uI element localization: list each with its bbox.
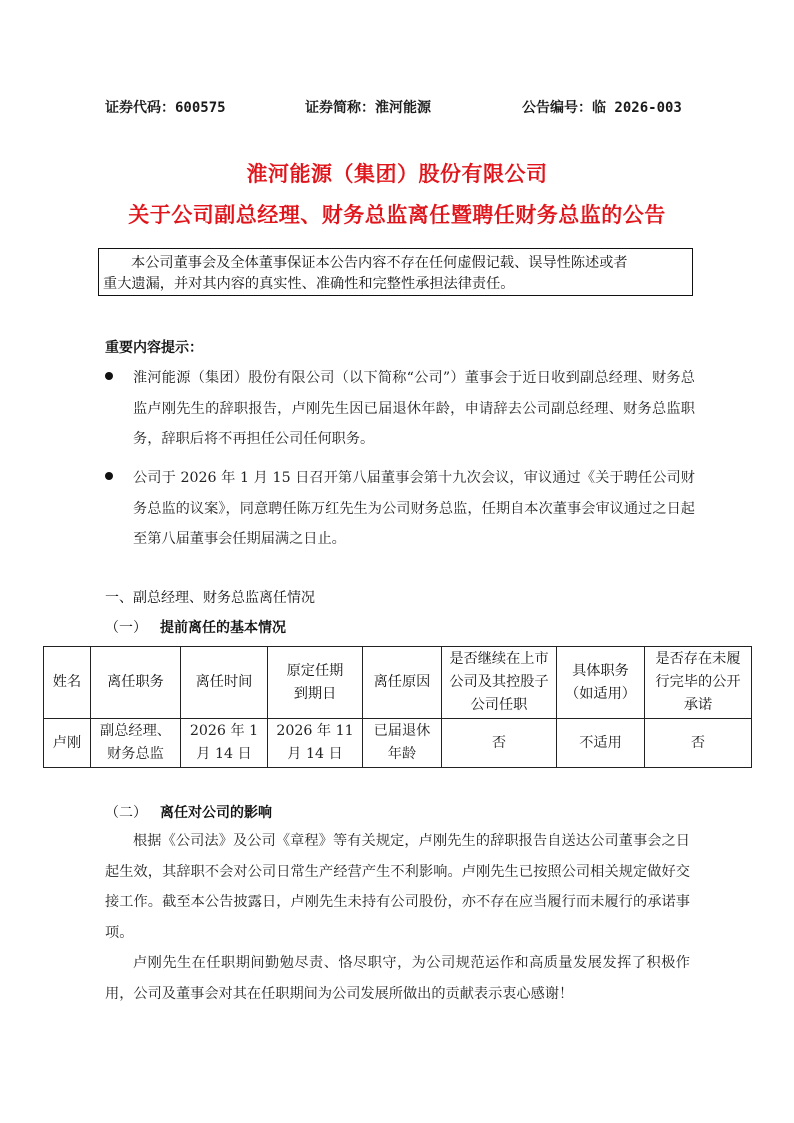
subsection-number: （一）: [105, 620, 147, 636]
subsection-number: （二）: [105, 805, 147, 821]
header-original-term-end: 原定任期到期日: [268, 647, 363, 719]
cell-departure-date: 2026 年 1 月 14 日: [181, 719, 268, 768]
cell-reason: 已届退休年龄: [363, 719, 442, 768]
security-abbr-value: 淮河能源: [375, 100, 431, 116]
header-name: 姓名: [44, 647, 91, 719]
cell-continue-service: 否: [442, 719, 557, 768]
security-abbr: [305, 97, 431, 117]
bullet-icon: [105, 372, 113, 380]
highlight-item: [105, 463, 695, 555]
bullet-icon: [105, 472, 113, 480]
highlight-text: 公司于 2026 年 1 月 15 日召开第八届董事会第十九次会议，审议通过《关于聘任公司财务总监的议案》，同意聘任陈万红先生为公司财务总监，任期自本次董事会审议通过之日起至第八届董事会任期届满之日止。: [133, 470, 695, 547]
highlights-heading: 重要内容提示：: [105, 340, 203, 356]
section-heading: 一、副总经理、财务总监离任情况: [105, 590, 315, 606]
impact-paragraph: 根据《公司法》及公司《章程》等有关规定，卢刚先生的辞职报告自送达公司董事会之日起生效，其辞职不会对公司日常生产经营产生不利影响。卢刚先生已按照公司相关规定做好交接工作。截至本公告披露日，卢刚先生未持有公司股份，亦不存在应当履行而未履行的承诺事项。: [105, 833, 690, 941]
announcement-number: [522, 97, 682, 117]
security-code: [105, 97, 226, 117]
table-header-row: [44, 647, 752, 719]
disclaimer-box: [98, 248, 693, 296]
table-row: [44, 719, 752, 768]
subsection-title: 提前离任的基本情况: [160, 620, 286, 636]
header-departure-date: 离任时间: [181, 647, 268, 719]
announcement-number-label: 公告编号：: [522, 100, 592, 116]
departure-table: [43, 646, 752, 768]
disclaimer-line-2: 重大遗漏，并对其内容的真实性、准确性和完整性承担法律责任。: [103, 276, 515, 292]
cell-unfulfilled-commitments: 否: [645, 719, 752, 768]
cell-position: 副总经理、财务总监: [91, 719, 181, 768]
header-unfulfilled-commitments: 是否存在未履行完毕的公开承诺: [645, 647, 752, 719]
disclaimer-line-1: 本公司董事会及全体董事保证本公告内容不存在任何虚假记载、误导性陈述或者: [131, 255, 628, 271]
thanks-paragraph: 卢刚先生在任职期间勤勉尽责、恪尽职守，为公司规范运作和高质量发展发挥了积极作用，公司及董事会对其在任职期间为公司发展所做出的贡献表示衷心感谢！: [105, 955, 690, 1002]
highlight-text: 淮河能源（集团）股份有限公司（以下简称“公司”）董事会于近日收到副总经理、财务总监卢刚先生的辞职报告，卢刚先生因已届退休年龄，申请辞去公司副总经理、财务总监职务，辞职后将不再担任公司任何职务。: [133, 370, 695, 447]
security-abbr-label: 证券简称：: [305, 100, 375, 116]
cell-name: 卢刚: [44, 719, 91, 768]
announcement-number-value: 临 2026-003: [592, 100, 682, 116]
header-reason: 离任原因: [363, 647, 442, 719]
cell-specific-position: 不适用: [557, 719, 645, 768]
announcement-title: 关于公司副总经理、财务总监离任暨聘任财务总监的公告: [128, 203, 666, 227]
cell-original-term-end: 2026 年 11 月 14 日: [268, 719, 363, 768]
header-position: 离任职务: [91, 647, 181, 719]
security-code-value: 600575: [175, 100, 226, 116]
security-code-label: 证券代码：: [105, 100, 175, 116]
subsection-title: 离任对公司的影响: [160, 805, 272, 821]
header-continue-service: 是否继续在上市公司及其控股子公司任职: [442, 647, 557, 719]
highlight-item: [105, 363, 695, 455]
company-title: 淮河能源（集团）股份有限公司: [246, 162, 548, 186]
header-specific-position: 具体职务（如适用）: [557, 647, 645, 719]
